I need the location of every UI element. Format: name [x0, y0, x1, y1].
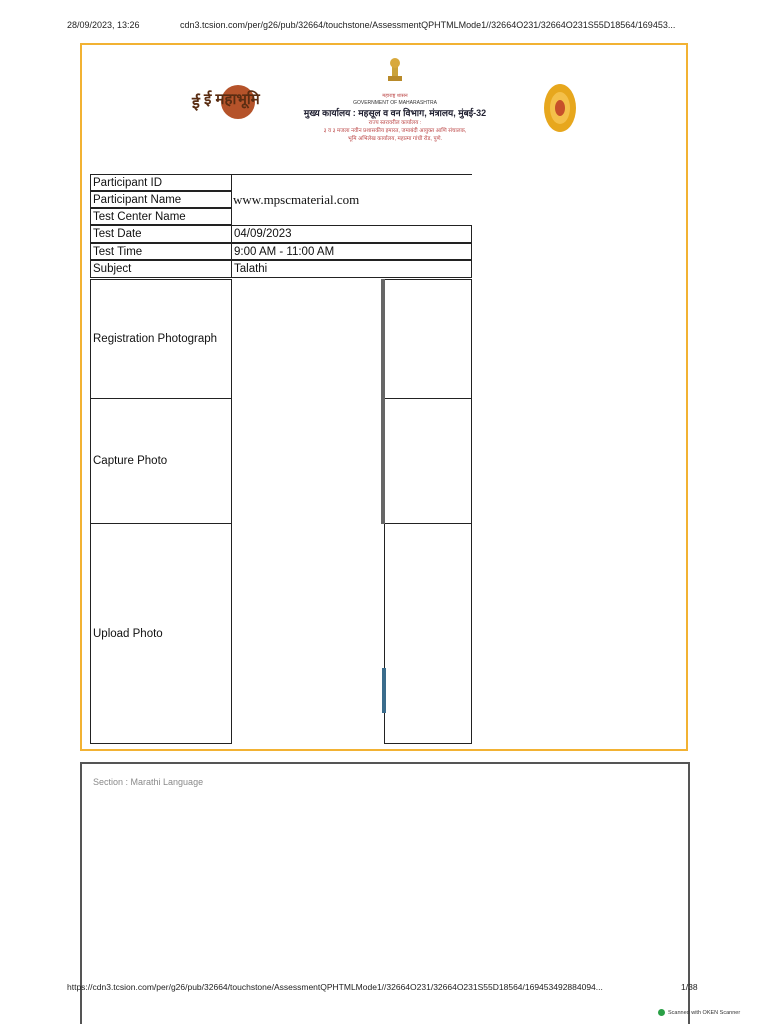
print-datetime: 28/09/2023, 13:26: [67, 20, 140, 30]
footer-url: https://cdn3.tcsion.com/per/g26/pub/32664/touchstone/AssessmentQPHTMLMode1//32664O231/32664O231S55D18564/16945349288409​4...: [67, 982, 603, 992]
label-test-center-name: Test Center Name: [90, 208, 232, 225]
label-subject: Subject: [90, 260, 232, 278]
gov-line-5: ३ व ३ मजला नवीन प्रशासकीय इमारत, जमाबंदी आयुक्त आणि संचालक,: [323, 128, 467, 134]
scanner-logo-icon: [658, 1009, 665, 1016]
upload-photo-right-cell: [384, 523, 472, 744]
gov-line-3: मुख्य कार्यालय : महसूल व वन विभाग, मंत्रालय, मुंबई-32: [303, 108, 487, 118]
label-upload-photo: Upload Photo: [90, 523, 232, 744]
label-test-time: Test Time: [90, 243, 232, 260]
photo-edge: [381, 279, 385, 524]
gov-line-2: GOVERNMENT OF MAHARASHTRA: [353, 100, 437, 106]
page-number: 1/38: [681, 982, 698, 992]
ashoka-emblem-icon: [385, 58, 405, 88]
value-test-center-name: [231, 208, 472, 225]
label-capture-photo: Capture Photo: [90, 398, 232, 524]
value-participant-id: [231, 174, 472, 191]
label-registration-photograph: Registration Photograph: [90, 279, 232, 399]
logo-left-text: ई महाभूमि: [204, 91, 260, 108]
value-test-date: 04/09/2023: [231, 225, 472, 243]
label-test-date: Test Date: [90, 225, 232, 243]
section-label: Section : Marathi Language: [93, 777, 204, 787]
svg-text:ई: ई: [192, 93, 200, 112]
photo-edge-blue: [382, 668, 386, 713]
gov-line-1: महाराष्ट्र शासन: [382, 93, 408, 99]
gov-line-6: भूमि अभिलेख कार्यालय, महात्मा गांधी रोड, पुणे.: [347, 136, 443, 142]
registration-photo-right-cell: [384, 279, 472, 399]
participant-photo-area: [232, 279, 382, 745]
scanner-watermark: [658, 1009, 740, 1016]
gov-line-4: राज्य स्तरावरील कार्यालय :: [368, 120, 422, 126]
value-participant-name: www.mpscmaterial.com: [233, 191, 360, 207]
print-url: cdn3.tcsion.com/per/g26/pub/32664/touchstone/AssessmentQPHTMLMode1//32664O231/32664O231S55D18564/169453...: [180, 20, 676, 30]
value-subject: Talathi: [231, 260, 472, 278]
label-participant-id: Participant ID: [90, 174, 232, 191]
maharashtra-seal-icon: [540, 78, 580, 138]
government-header: [290, 58, 500, 168]
scanner-text: Scanned with OKEN Scanner: [668, 1009, 741, 1016]
label-participant-name: Participant Name: [90, 191, 232, 208]
e-mahabhumi-logo: [190, 72, 260, 132]
value-test-time: 9:00 AM - 11:00 AM: [231, 243, 472, 260]
capture-photo-right-cell: [384, 398, 472, 524]
